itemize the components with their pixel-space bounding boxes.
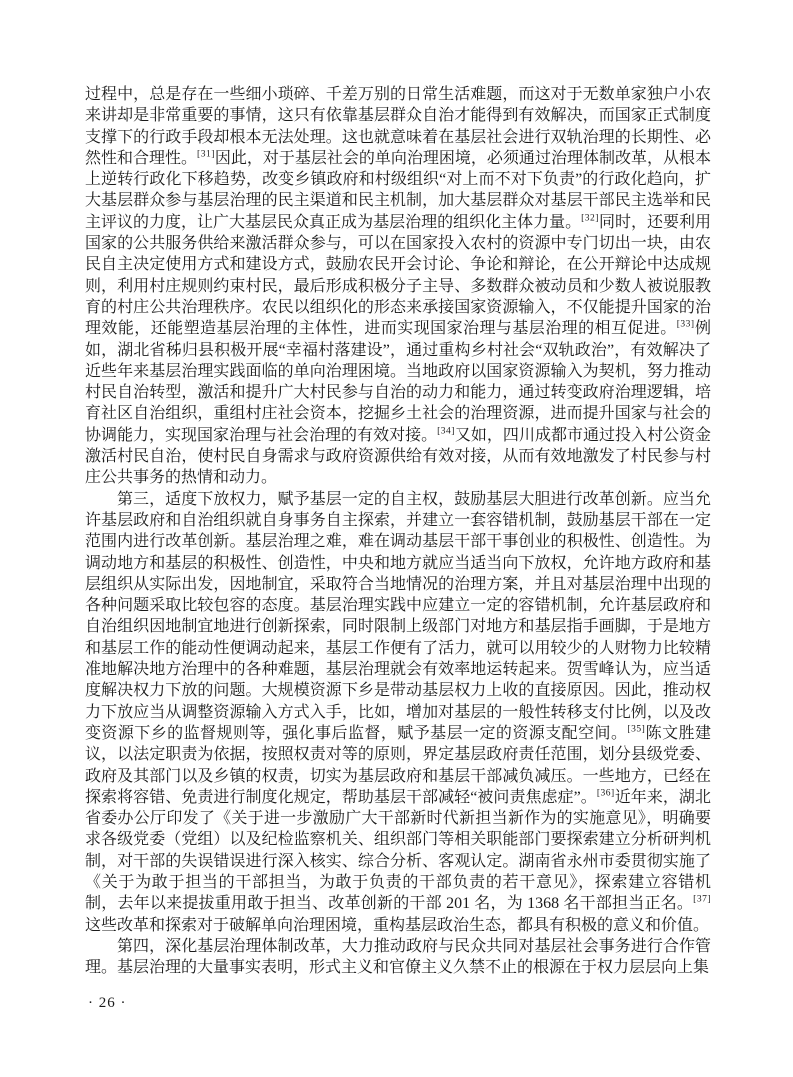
page-number: · 26 · [88, 995, 127, 1011]
footnote-ref: [32] [581, 213, 599, 224]
paragraph-2: 第三，适度下放权力，赋予基层一定的自主权，鼓励基层大胆进行改革创新。应当允许基层政府和自治组织就自身事务自主探索，并建立一套容错机制，鼓励基层干部在一定范围内进行改革创新。基层治理之难，难在调动基层干部干事创业的积极性、创造性。为调动地方和基层的积极性、创造性，中央和地方就应当适当向下放权，允许地方政府和基层组织从实际出发，因地制宜，采取符合当地情况的治理方案，并且对基层治理中出现的各种问题采取比较包容的态度。基层治理实践中应建立一定的容错机制，允许基层政府和自治组织因地制宜地进行创新探索，同时限制上级部门对地方和基层指手画脚，于是地方和基层工作的能动性便调动起来，基层工作便有了活力，就可以用较少的人财物力比较精准地解决地方治理中的各种难题，基层治理就会有效率地运转起来。贺雪峰认为，应当适度解决权力下放的问题。大规模资源下乡是带动基层权力上收的直接原因。因此，推动权力下放应当从调整资源输入方式入手，比如，增加对基层的一般性转移支付比例，以及改变资源下乡的监督规则等，强化事后监督，赋予基层一定的资源支配空间。[35]陈文胜建议，以法定职责为依据，按照权责对等的原则，界定基层政府责任范围，划分县级党委、政府及其部门以及乡镇的权责，切实为基层政府和基层干部减负减压。一些地方，已经在探索将容错、免责进行制度化规定，帮助基层干部减轻“被问责焦虑症”。[36]近年来，湖北省委办公厅印发了《关于进一步激励广大干部新时代新担当新作为的实施意见》，明确要求各级党委（党组）以及纪检监察机关、组织部门等相关职能部门要探索建立分析研判机制，对干部的失误错误进行深入核实、综合分析、客观认定。湖南省永州市委贯彻实施了《关于为敢于担当的干部担当，为敢于负责的干部负责的若干意见》，探索建立容错机制，去年以来提拔重用敢于担当、改革创新的干部 201 名，为 1368 名干部担当正名。[37]这些改革和探索对于破解单向治理困境，重构基层政治生态，都具有积极的意义和价值。 [85, 490, 711, 934]
footnote-ref: [35] [627, 724, 646, 735]
paragraph-1: 过程中，总是存在一些细小琐碎、千差万别的日常生活难题，而这对于无数单家独户小农来讲却是非常重要的事情，这只有依靠基层群众自治才能得到有效解决，而国家正式制度支撑下的行政手段却根本无法处理。这也就意味着在基层社会进行双轨治理的长期性、必然性和合理性。[31]因此，对于基层社会的单向治理困境，必须通过治理体制改革，从根本上逆转行政化下移趋势，改变乡镇政府和村级组织“对上而不对下负责”的行政化趋向，扩大基层群众参与基层治理的民主渠道和民主机制，加大基层群众对基层干部民主选举和民主评议的力度，让广大基层民众真正成为基层治理的组织化主体力量。[32]同时，还要利用国家的公共服务供给来激活群众参与，可以在国家投入农村的资源中专门切出一块，由农民自主决定使用方式和建设方式，鼓励农民开会讨论、争论和辩论，在公开辩论中达成规则，利用村庄规则约束村民，最后形成积极分子主导、多数群众被动员和少数人被说服教育的村庄公共治理秩序。农民以组织化的形态来承接国家资源输入，不仅能提升国家的治理效能，还能塑造基层治理的主体性，进而实现国家治理与基层治理的相互促进。[33]例如，湖北省秭归县积极开展“幸福村落建设”，通过重构乡村社会“双轨政治”，有效解决了近些年来基层治理实践面临的单向治理困境。当地政府以国家资源输入为契机，努力推动村民自治转型，激活和提升广大村民参与自治的动力和能力，通过转变政府治理逻辑，培育社区自治组织，重组村庄社会资本，挖掘乡土社会的治理资源，进而提升国家与社会的协调能力，实现国家治理与社会治理的有效对接。[34]又如，四川成都市通过投入村公资金激活村民自治，使村民自身需求与政府资源供给有效对接，从而有效地激发了村民参与村庄公共事务的热情和动力。 [85, 86, 711, 487]
footnote-ref: [34] [437, 426, 455, 437]
footnote-ref: [31] [197, 149, 215, 160]
paragraph-3: 第四，深化基层治理体制改革，大力推动政府与民众共同对基层社会事务进行合作管理。基层治理的大量事实表明，形式主义和官僚主义久禁不止的根源在于权力层层向上集 [85, 937, 711, 977]
body-text [85, 84, 711, 978]
footnote-ref: [36] [596, 788, 615, 799]
footnote-ref: [33] [676, 319, 695, 330]
footnote-ref: [37] [693, 894, 711, 905]
